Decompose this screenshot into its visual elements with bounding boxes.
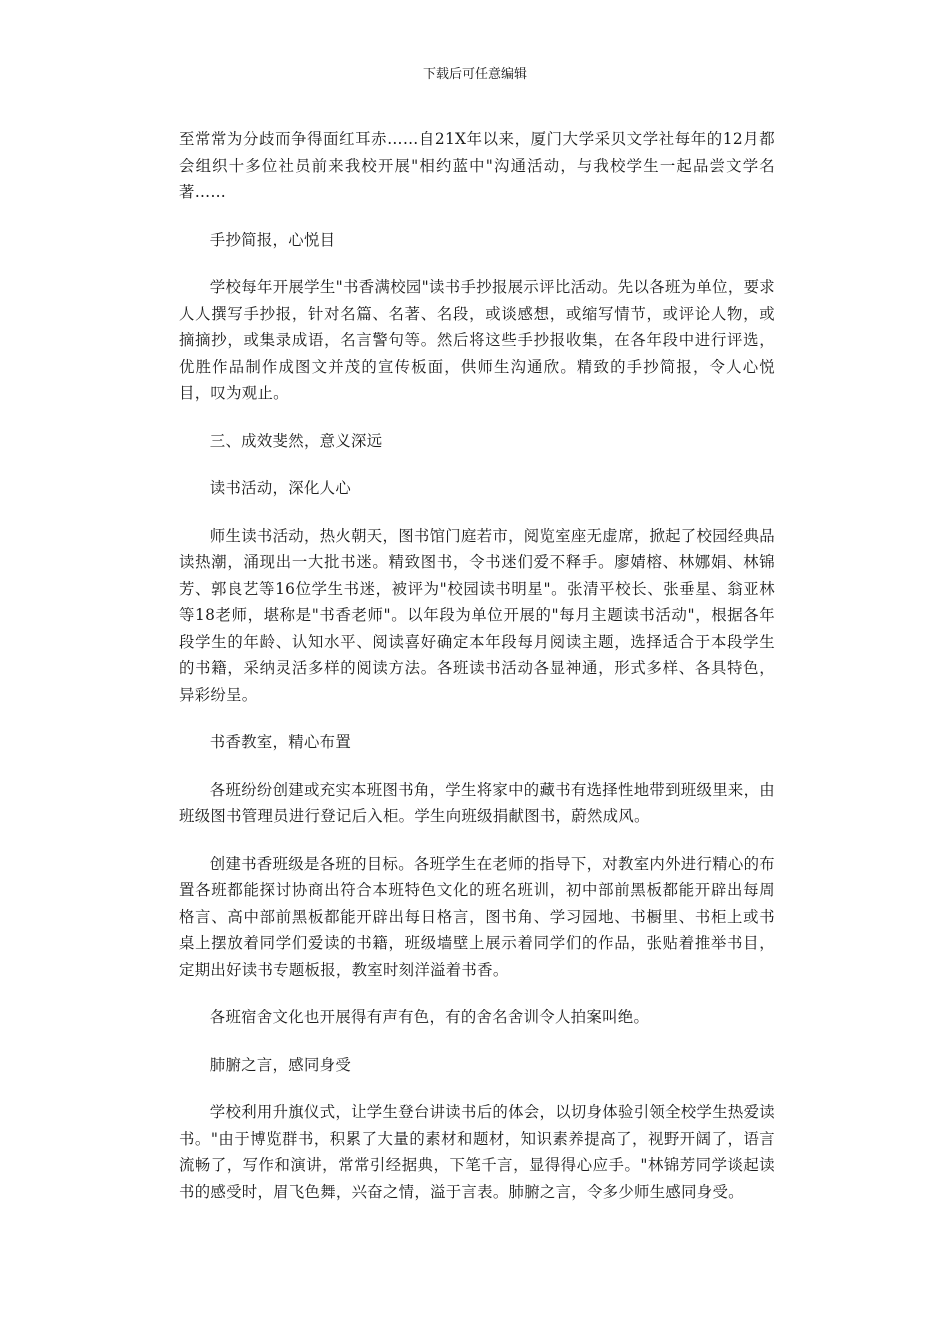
page-header: 下载后可任意编辑 — [422, 67, 527, 82]
section-heading: 读书活动，深化人心 — [209, 479, 352, 497]
paragraph: 师生读书活动，热火朝天，图书馆门庭若市，阅览室座无虚席，掀起了校园经典品读热潮，涌现出一大批书迷。精致图书，令书迷们爱不释手。廖婧榕、林娜娟、林锦芳、郭良艺等16位学生书迷，被评为"校园读书明星"。张清平校长、张垂星、翁亚林等18老师，堪称是"书香老师"。以年段为单位开展的"每月主题读书活动"，根据各年段学生的年龄、认知水平、阅读喜好确定本年段每月阅读主题，选择适合于本段学生的书籍，采纳灵活多样的阅读方法。各班读书活动各显神通，形式多样、各具特色，异彩纷呈。 — [179, 526, 775, 704]
paragraph: 至常常为分歧而争得面红耳赤……自21X年以来，厦门大学采贝文学社每年的12月都会组织十多位社员前来我校开展"相约蓝中"沟通活动，与我校学生一起品尝文学名著…… — [179, 130, 775, 201]
section-heading: 书香教室，精心布置 — [209, 733, 352, 751]
section-heading: 肺腑之言，感同身受 — [209, 1055, 352, 1074]
paragraph: 学校每年开展学生"书香满校园"读书手抄报展示评比活动。先以各班为单位，要求人人撰写手抄报，针对名篇、名著、名段，或谈感想，或缩写情节，或评论人物，或摘摘抄，或集录成语，名言警句等。然后将这些手抄报收集，在各年段中进行评选，优胜作品制作成图文并茂的宣传板面，供师生沟通欣。精致的手抄简报，令人心悦目，叹为观止。 — [179, 278, 775, 402]
paragraph: 各班宿舍文化也开展得有声有色，有的舍名舍训令人拍案叫绝。 — [209, 1008, 650, 1026]
document-body — [179, 126, 775, 1226]
paragraph: 创建书香班级是各班的目标。各班学生在老师的指导下，对教室内外进行精心的布置各班都能探讨协商出符合本班特色文化的班名班训，初中部前黑板都能开辟出每周格言、高中部前黑板都能开辟出每日格言，图书角、学习园地、书橱里、书柜上或书桌上摆放着同学们爱读的书籍，班级墙壁上展示着同学们的作品，张贴着推举书目，定期出好读书专题板报，教室时刻洋溢着书香。 — [179, 854, 775, 979]
section-heading: 手抄简报，心悦目 — [209, 230, 336, 249]
paragraph: 各班纷纷创建或充实本班图书角，学生将家中的藏书有选择性地带到班级里来，由班级图书管理员进行登记后入柜。学生向班级捐献图书，蔚然成风。 — [179, 780, 775, 825]
paragraph: 学校利用升旗仪式，让学生登台讲读书后的体会，以切身体验引领全校学生热爱读书。"由于博览群书，积累了大量的素材和题材，知识素养提高了，视野开阔了，语言流畅了，写作和演讲，常常引经据典，下笔千言，显得得心应手。"林锦芳同学谈起读书的感受时，眉飞色舞，兴奋之情，溢于言表。肺腑之言，令多少师生感同身受。 — [179, 1103, 775, 1201]
section-heading: 三、成效斐然，意义深远 — [209, 431, 383, 450]
